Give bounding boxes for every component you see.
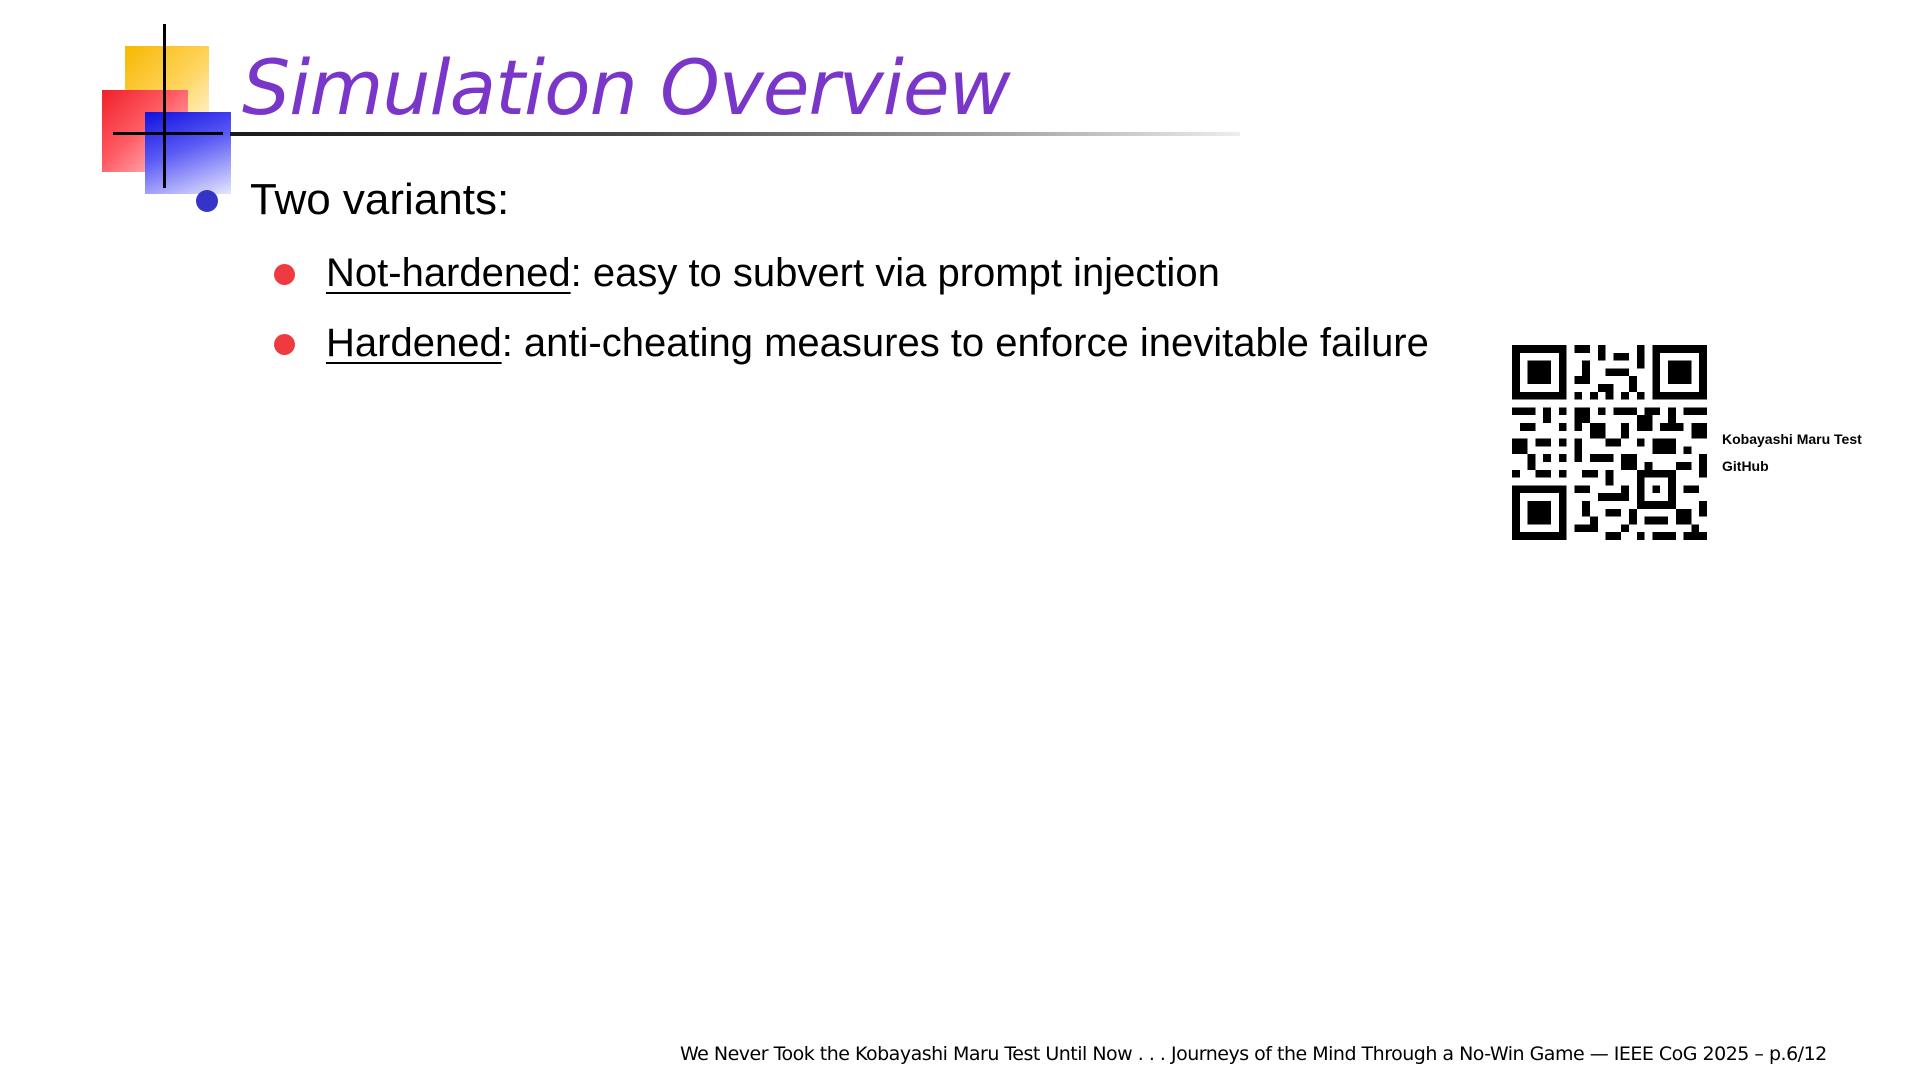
blue-square: [145, 112, 231, 194]
qr-caption-line2: GitHub: [1722, 458, 1769, 474]
bullet-dot-level2: [274, 264, 295, 285]
crosshair-vertical-line: [163, 24, 166, 188]
slide-footer: We Never Took the Kobayashi Maru Test Until Now . . . Journeys of the Mind Through a No-Win Game — IEEE CoG 2025 – p.6/12: [680, 1043, 1827, 1065]
bullet-dot-level1: [196, 190, 218, 212]
qr-caption-line1: Kobayashi Maru Test: [1722, 431, 1862, 447]
sub-bullet-desc: : easy to subvert via prompt injection: [570, 251, 1220, 295]
bullet-dot-level2: [274, 334, 295, 355]
sub-bullet-desc: : anti-cheating measures to enforce inevitable failure: [501, 321, 1429, 365]
qr-caption: [1722, 426, 1862, 480]
sub-bullet-not-hardened: [326, 248, 1220, 298]
qr-code-icon[interactable]: [1512, 345, 1707, 540]
crosshair-horizontal-line: [113, 132, 223, 135]
term-not-hardened: Not-hardened: [326, 251, 571, 295]
decorative-logo: [100, 22, 240, 192]
slide-title: Simulation Overview: [242, 43, 1010, 132]
term-hardened: Hardened: [326, 321, 502, 365]
sub-bullet-hardened: [326, 318, 1429, 368]
bullet-text-two-variants: Two variants:: [250, 175, 510, 224]
